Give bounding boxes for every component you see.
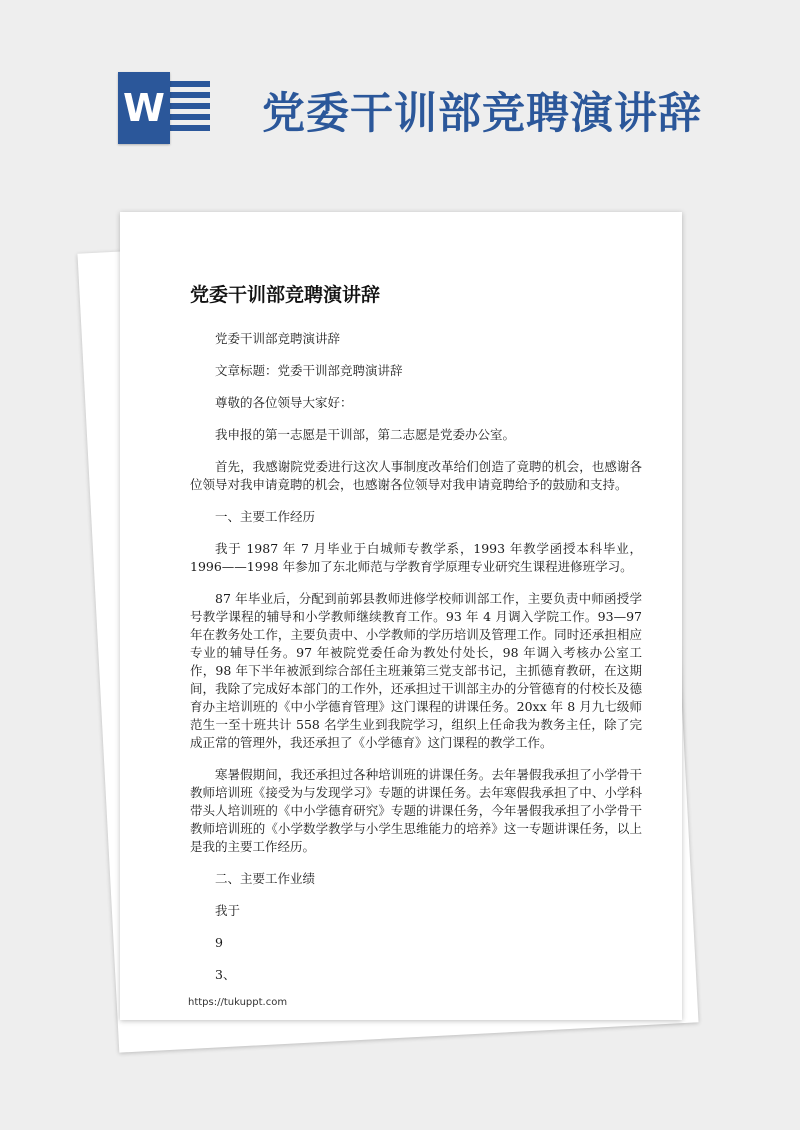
section-heading-work-history: 一、主要工作经历: [215, 509, 316, 524]
paragraph-fragment-1: 我于: [215, 903, 241, 918]
paragraph-thanks: 首先，我感谢院党委进行这次人事制度改革给们创造了竟聘的机会，也感谢各位领导对我申请竟聘的机会，也感谢各位领导对我申请竟聘给予的鼓励和支持。: [190, 459, 642, 492]
word-logo-icon: [118, 72, 213, 144]
paragraph-career: 87 年毕业后，分配到前郭县教师进修学校师训部工作，主要负责中师函授学号教学课程的辅导和小学教师继续教育工作。93 年 4 月调入学院工作。93—97 年在教务处工作，主要负责中、小学教师的学历培训及管理工作。同时还承担相应专业的辅导任务。97 年被院党委任命为教处付处长，98 年调入考核办公室工作，98 年下半年被派到综合部任主班兼第三党支部书记，主抓德育教研，在这期间，我除了完成好本部门的工作外，还承担过干训部主办的分管德育的付校长及德育办主培训班的《中小学德育管理》这门课程的讲课任务。20xx 年 8 月九七级师范生一至十班共计 558 名学生业到我院学习，组织上任命我为教务主任，除了完成正常的管理外，我还承担了《小学德育》这门课程的教学工作。: [190, 591, 642, 750]
paragraph-article-title: 文章标题：党委干训部竞聘演讲辞: [215, 363, 403, 378]
header-title: 党委干训部竞聘演讲辞: [262, 89, 702, 139]
paragraph-salutation: 尊敬的各位领导大家好：: [215, 395, 353, 410]
word-logo-letter: W: [118, 72, 170, 144]
section-heading-achievements: 二、主要工作业绩: [215, 871, 316, 886]
document-body: [190, 330, 642, 984]
paragraph-holiday-teaching: 寒暑假期间，我还承担过各种培训班的讲课任务。去年暑假我承担了小学骨干教师培训班《接受为与发现学习》专题的讲课任务。去年寒假我承担了中、小学科带头人培训班的《中小学德育研究》专题的讲课任务，今年暑假我承担了小学骨干教师培训班的《小学数学教学与小学生思维能力的培养》这一专题讲课任务，以上是我的主要工作经历。: [190, 767, 642, 854]
document-page: [120, 212, 682, 1020]
paragraph-education: 我于 1987 年 7 月毕业于白城师专教学系，1993 年教学函授本科毕业，1996——1998 年参加了东北师范与学教育学原理专业研究生课程进修班学习。: [190, 541, 642, 574]
paragraph-fragment-2: 9: [215, 935, 223, 950]
paragraph-doc-name: 党委干训部竞聘演讲辞: [215, 331, 341, 346]
paragraph-preferences: 我申报的第一志愿是干训部，第二志愿是党委办公室。: [215, 427, 516, 442]
paragraph-fragment-3: 3、: [215, 967, 236, 982]
document-title: 党委干训部竞聘演讲辞: [190, 284, 381, 306]
footer-url: https://tukuppt.com: [188, 997, 288, 1008]
